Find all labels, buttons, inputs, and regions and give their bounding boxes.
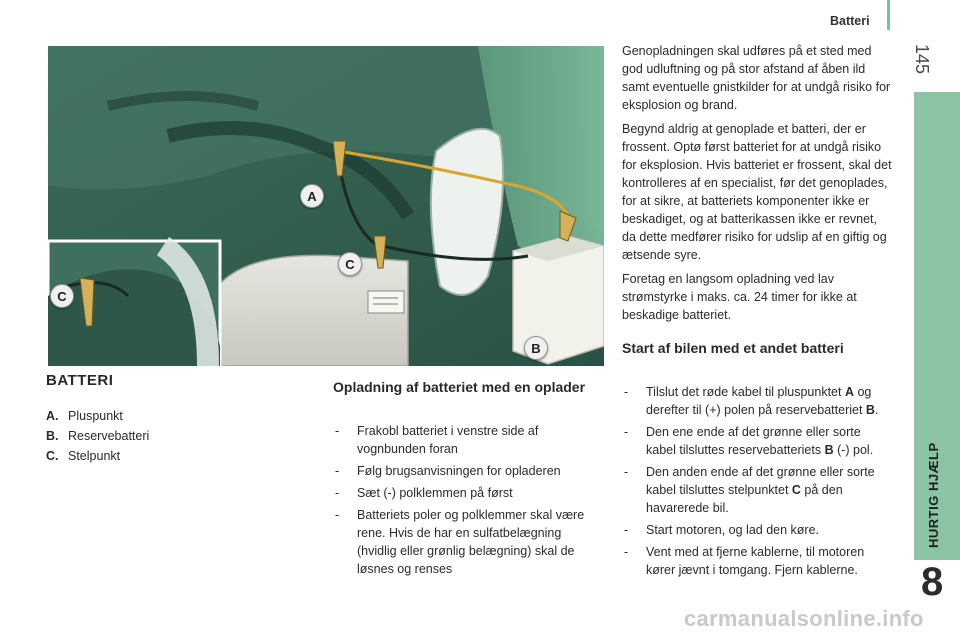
legend-list xyxy=(46,406,149,466)
list-item: - Start motoren, og lad den køre. xyxy=(622,521,894,539)
list-item: - Sæt (-) polklemmen på først xyxy=(333,484,593,502)
callout-c: C xyxy=(338,252,362,276)
page-number: 145 xyxy=(912,44,932,75)
batteri-heading: BATTERI xyxy=(46,372,114,389)
callout-b: B xyxy=(524,336,548,360)
list-item: - Vent med at fjerne kablerne, til motoren kører jævnt i tomgang. Fjern kablerne. xyxy=(622,543,894,579)
safety-text xyxy=(622,42,892,330)
legend-text: Stelpunkt xyxy=(68,449,121,463)
header-divider xyxy=(887,0,890,30)
list-item: - Frakobl batteriet i venstre side af vognbunden foran xyxy=(333,422,593,458)
list-item: - Batteriets poler og polklemmer skal være rene. Hvis de har en sulfatbelægning (hvidlig eller grønlig belægning) skal de løsnes og renses xyxy=(333,506,593,578)
paragraph: Foretag en langsom opladning ved lav strømstyrke i maks. ca. 24 timer for ikke at beskadige batteriet. xyxy=(622,272,857,322)
watermark[interactable]: carmanualsonline.info xyxy=(684,606,924,631)
section-title: Batteri xyxy=(830,14,870,28)
legend-key: C. xyxy=(46,449,59,463)
callout-c-inset: C xyxy=(50,284,74,308)
list-item: - Den ene ende af det grønne eller sorte kabel tilsluttes reservebatteriets B (-) pol. xyxy=(622,423,894,459)
list-item: - Den anden ende af det grønne eller sorte kabel tilsluttes stelpunktet C på den havarerede bil. xyxy=(622,463,894,517)
legend-key: B. xyxy=(46,429,59,443)
callout-a: A xyxy=(300,184,324,208)
start-heading: Start af bilen med et andet batteri xyxy=(622,340,844,356)
opladning-heading: Opladning af batteriet med en oplader xyxy=(333,379,586,395)
opladning-list xyxy=(333,422,593,582)
chapter-number: 8 xyxy=(921,560,944,604)
battery-jumpstart-illustration xyxy=(48,46,604,366)
list-item: - Følg brugsanvisningen for opladeren xyxy=(333,462,593,480)
paragraph: Genopladningen skal udføres på et sted med god udluftning og på stor afstand af åben ild samt eventuelle gnistkilder for at undgå risiko for eksplosion og brand. xyxy=(622,44,891,112)
legend-item xyxy=(46,406,149,426)
legend-text: Pluspunkt xyxy=(68,409,123,423)
list-item: - Tilslut det røde kabel til pluspunktet A og derefter til (+) polen på reservebatteriet B. xyxy=(622,383,894,419)
legend-text: Reservebatteri xyxy=(68,429,150,443)
paragraph: Begynd aldrig at genoplade et batteri, der er frossent. Optø først batteriet for at undgå risiko for eksplosion. Hvis batteriet er frossent, skal det kontrolleres af en specialist, før det genoplades, for at sikre, at batteriets komponenter ikke er beskadiget, og at batterikassen ikke er revnet, da dette medfører risiko for udslip af en giftig og ætsende syre. xyxy=(622,122,892,262)
start-list xyxy=(622,383,894,583)
engine-bay-drawing xyxy=(48,46,604,366)
legend-item xyxy=(46,446,149,466)
legend-item xyxy=(46,426,149,446)
legend-key: A. xyxy=(46,409,59,423)
chapter-tab-label: HURTIG HJÆLP xyxy=(926,442,941,548)
